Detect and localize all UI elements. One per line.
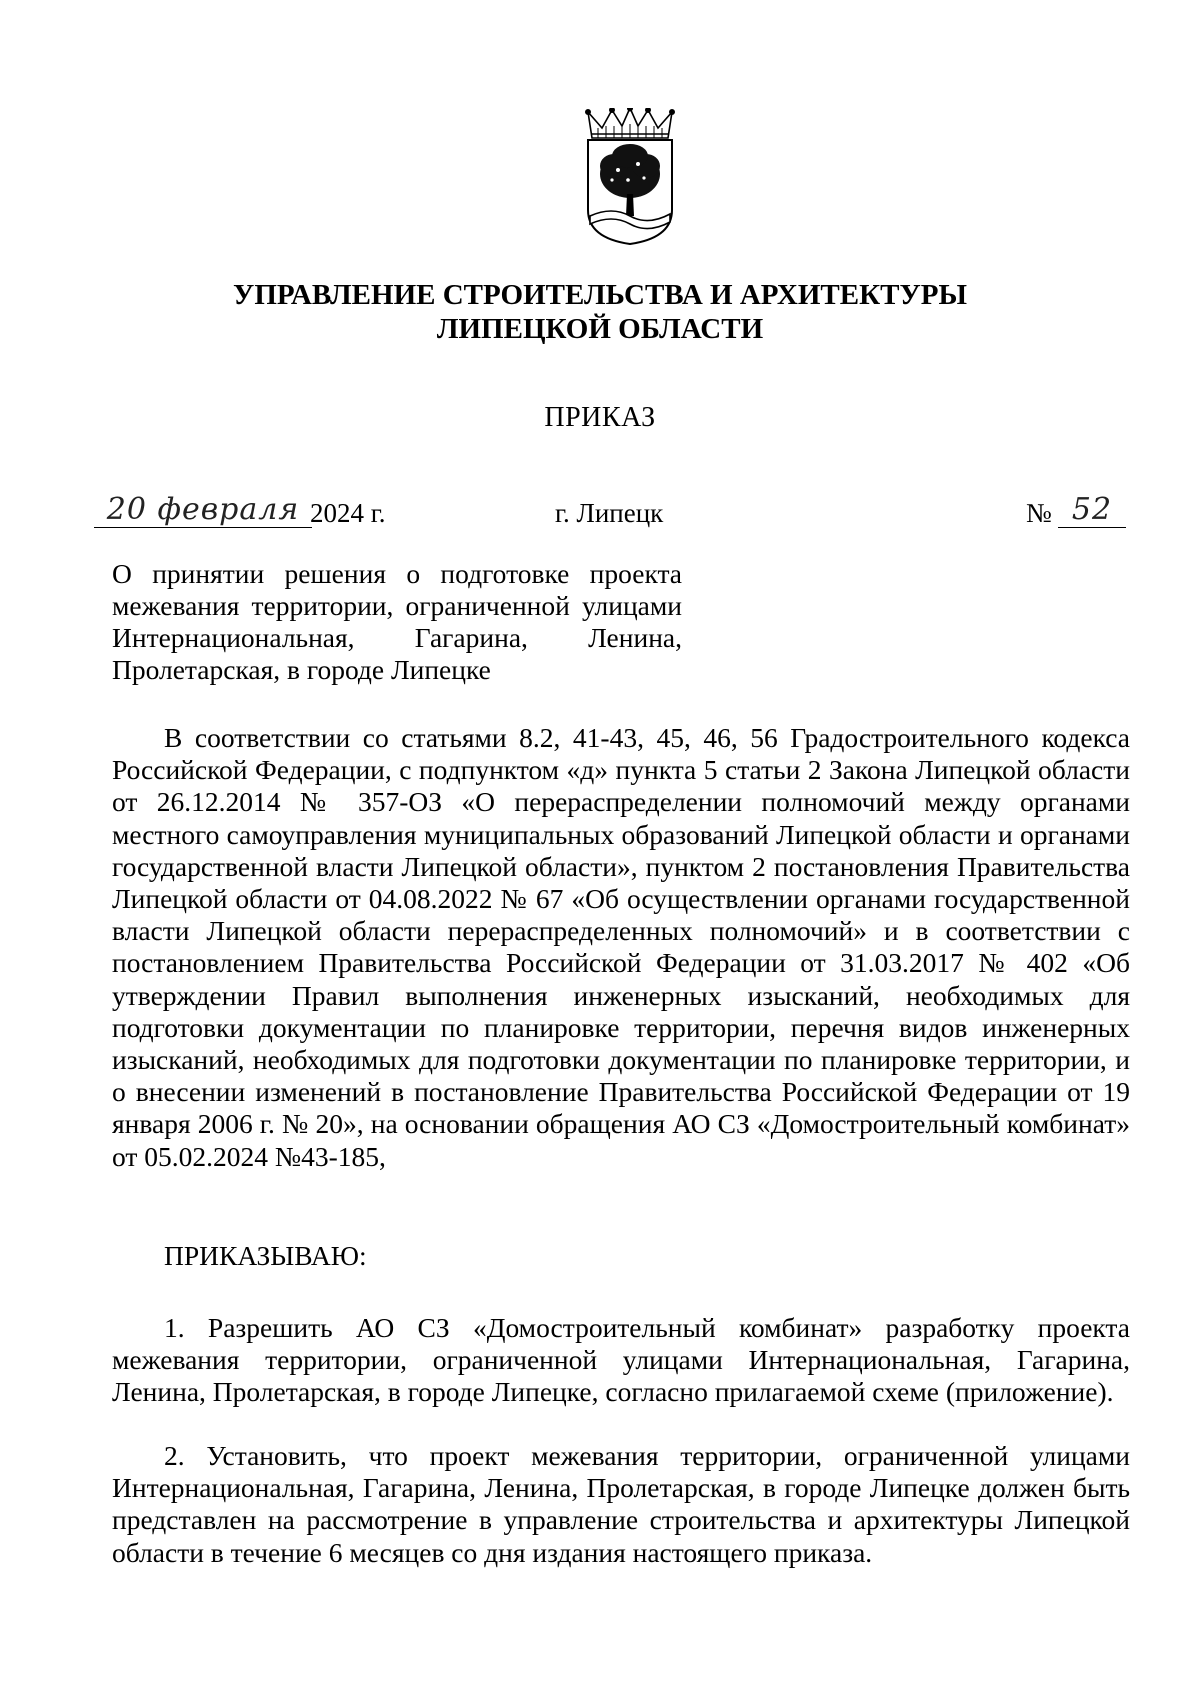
document-type-title: ПРИКАЗ	[544, 402, 656, 433]
order-heading: ПРИКАЗЫВАЮ:	[164, 1240, 367, 1271]
document-number-label: №	[1026, 498, 1052, 528]
handwritten-document-number: 52	[1058, 492, 1126, 528]
preamble-paragraph: В соответствии со статьями 8.2, 41-43, 45, 46, 56 Градостроительного кодекса Российской Федерации, с подпунктом «д» пункта 5 статьи 2 Закона Липецкой области от 26.12.2014 № 357-ОЗ «О перераспределении полномочий между органами местного самоуправления муниципальных образований Липецкой области и органами государственной власти Липецкой области», пунктом 2 постановления Правительства Липецкой области от 04.08.2022 № 67 «Об осуществлении органами государственной власти Липецкой области перераспределенных полномочий» и в соответствии с постановлением Правительства Российской Федерации от 31.03.2017 № 402 «Об утверждении Правил выполнения инженерных изысканий, необходимых для подготовки документации по планировке территории, перечня видов инженерных изысканий, необходимых для подготовки документации по планировке территории, и о внесении изменений в постановление Правительства Российской Федерации от 19 января 2006 г. № 20», на основании обращения АО СЗ «Домостроительный комбинат» от 05.02.2024 №43-185,	[112, 722, 1130, 1172]
lipetsk-coat-of-arms-icon	[582, 108, 678, 246]
date-year: 2024 г.	[310, 498, 386, 528]
handwritten-date: 20 февраля	[94, 492, 312, 528]
order-item-1: 1. Разрешить АО СЗ «Домостроительный комбинат» разработку проекта межевания территории, ограниченной улицами Интернациональная, Гагарина, Ленина, Пролетарская, в городе Липецке, согласно прилагаемой схеме (приложение).	[112, 1312, 1130, 1408]
organization-name-line-2: ЛИПЕЦКОЙ ОБЛАСТИ	[436, 313, 764, 345]
order-item-2: 2. Установить, что проект межевания территории, ограниченной улицами Интернациональная, Гагарина, Ленина, Пролетарская, в городе Липецке должен быть представлен на рассмотрение в управление строительства и архитектуры Липецкой области в течение 6 месяцев со дня издания настоящего приказа.	[112, 1440, 1130, 1568]
document-subject: О принятии решения о подготовке проекта межевания территории, ограниченной улицами Интернациональная, Гагарина, Ленина, Пролетарская, в городе Липецке	[112, 558, 682, 685]
organization-name-line-1: УПРАВЛЕНИЕ СТРОИТЕЛЬСТВА И АРХИТЕКТУРЫ	[233, 279, 967, 311]
document-city: г. Липецк	[555, 498, 664, 528]
